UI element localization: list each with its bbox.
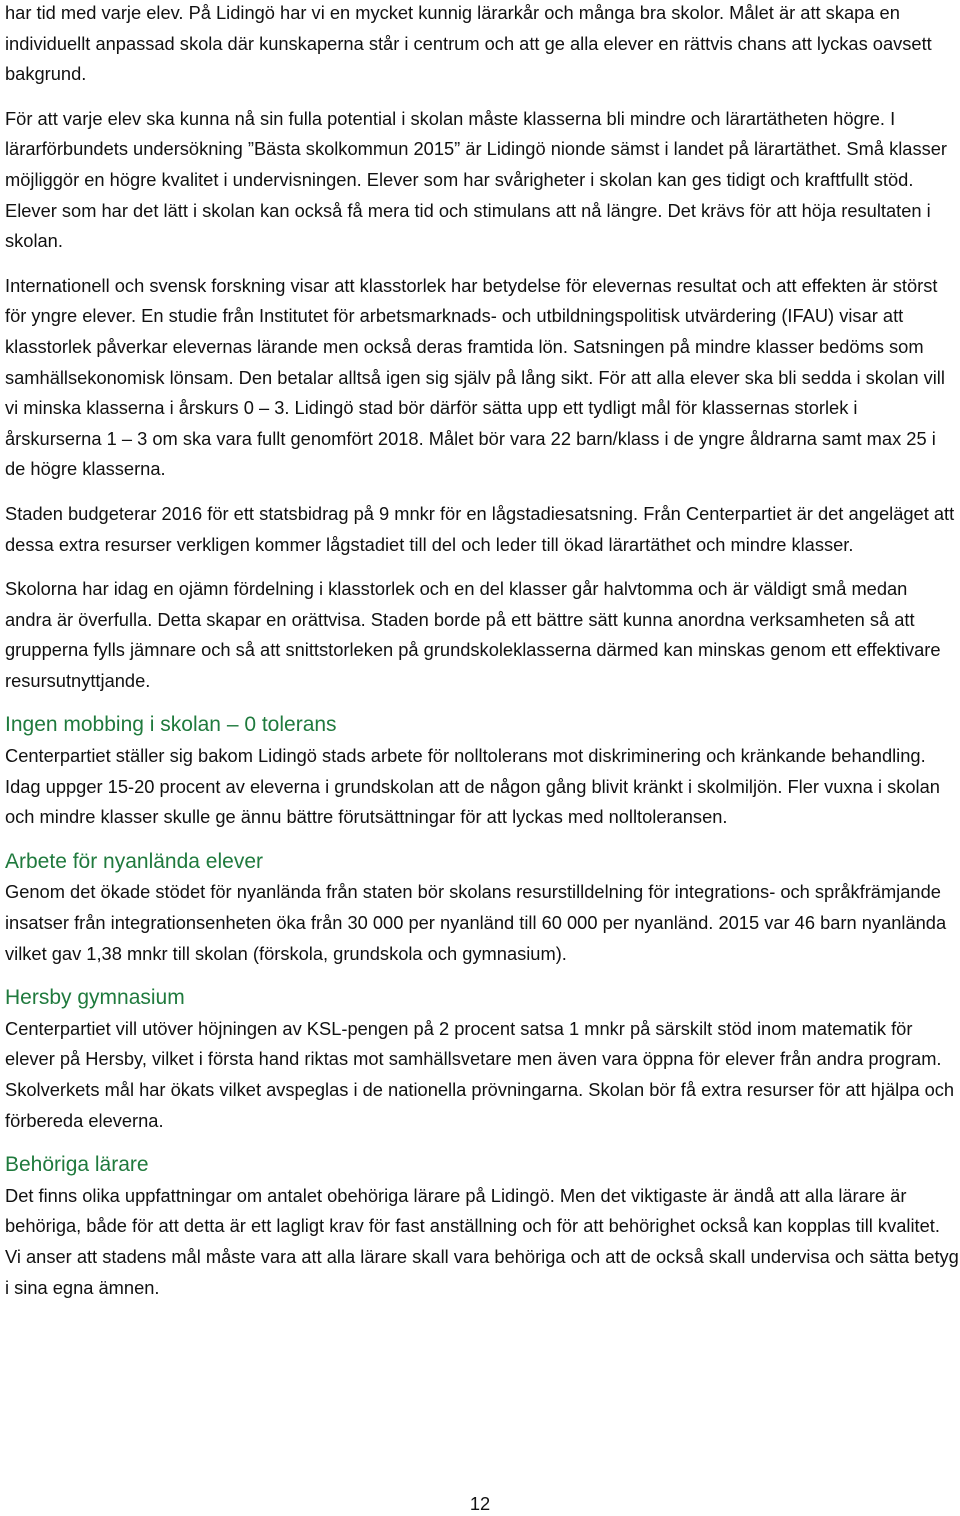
paragraph-intro-end: har tid med varje elev. På Lidingö har vi en mycket kunnig lärarkår och många bra skolor. Målet är att skapa en individuellt anpassad skola där kunskaperna står i centrum och att ge alla elever en rättvis chans att lyckas oavsett bakgrund. [5,2,932,85]
heading-hersby: Hersby gymnasium [5,986,185,1010]
paragraph-distribution: Skolorna har idag en ojämn fördelning i klasstorlek och en del klasser går halvtomma och är väldigt små medan andra är överfulla. Detta skapar en orättvisa. Staden borde på ett bättre sätt kunna anordna verksamheten så att grupperna fylls jämnare och så att snittstorleken på grundskoleklasserna därmed kan minskas genom ett effektivare resursutnyttjande. [5,578,941,691]
paragraph-research: Internationell och svensk forskning visar att klasstorlek har betydelse för elevernas resultat och att effekten är störst för yngre elever. En studie från Institutet för arbetsmarknads- och utbildningspolitisk utvärdering (IFAU) visar att klasstorlek påverkar elevernas lärande men också deras framtida lön. Satsningen på mindre klasser bedöms som samhällsekonomisk lönsam. Den betalar alltså igen sig själv på lång sikt. För att alla elever ska bli sedda i skolan vill vi minska klasserna i årskurs 0 – 3. Lidingö stad bör därför sätta upp ett tydligt mål för klassernas storlek i årskurserna 1 – 3 om ska vara fullt genomfört 2018. Målet bör vara 22 barn/klass i de yngre åldrarna samt max 25 i de högre klasserna. [5,274,945,480]
paragraph-newcomers: Genom det ökade stödet för nyanlända från staten bör skolans resurstilldelning för integrations- och språkfrämjande insatser från integrationsenheten öka från 30 000 per nyanländ till 60 000 per nyanländ. 2015 var 46 barn nyanlända vilket gav 1,38 mnkr till skolan (förskola, grundskola och gymnasium). [5,881,947,964]
page-number: 12 [469,1493,491,1514]
document-page [5,0,959,1303]
heading-newcomers: Arbete för nyanlända elever [5,849,263,873]
paragraph-hersby: Centerpartiet vill utöver höjningen av KSL-pengen på 2 procent satsa 1 mnkr på särskilt stöd inom matematik för elever på Hersby, vilket i första hand riktas mot samhällsvetare men även vara öppna för elever från andra program. Skolverkets mål har ökats vilket avspeglas i de nationella prövningarna. Skolan bör få extra resurser för att hjälpa och förbereda eleverna. [5,1017,955,1131]
paragraph-bullying: Centerpartiet ställer sig bakom Lidingö stads arbete för nolltolerans mot diskriminering och kränkande behandling. Idag uppger 15-20 procent av eleverna i grundskolan att de någon gång blivit kränkt i skolmiljön. Fler vuxna i skolan och mindre klasser skulle ge ännu bättre förutsättningar för att lyckas med nolltoleransen. [5,745,940,828]
heading-qualified-teachers: Behöriga lärare [5,1153,149,1177]
paragraph-qualified-teachers: Det finns olika uppfattningar om antalet obehöriga lärare på Lidingö. Men det viktigaste är ändå att alla lärare är behöriga, både för att detta är ett lagligt krav för fast anställning och för att behörighet också kan kopplas till kvalitet. Vi anser att stadens mål måste vara att alla lärare skall vara behöriga och att de också skall undervisa och sätta betyg i sina egna ämnen. [5,1184,959,1298]
paragraph-budget: Staden budgeterar 2016 för ett statsbidrag på 9 mnkr för en lågstadiesatsning. Från Centerpartiet är det angeläget att dessa extra resurser verkligen kommer lågstadiet till del och leder till ökad lärartäthet och mindre klasser. [5,502,955,555]
paragraph-class-size: För att varje elev ska kunna nå sin fulla potential i skolan måste klasserna bli mindre och lärartätheten högre. I lärarförbundets undersökning ”Bästa skolkommun 2015” är Lidingö nionde sämst i landet på lärartäthet. Små klasser möjliggör en högre kvalitet i undervisningen. Elever som har svårigheter i skolan kan ges tidigt och kraftfullt stöd. Elever som har det lätt i skolan kan också få mera tid och stimulans att nå längre. Det krävs för att höja resultaten i skolan. [5,107,947,252]
heading-bullying: Ingen mobbing i skolan – 0 tolerans [5,713,337,737]
